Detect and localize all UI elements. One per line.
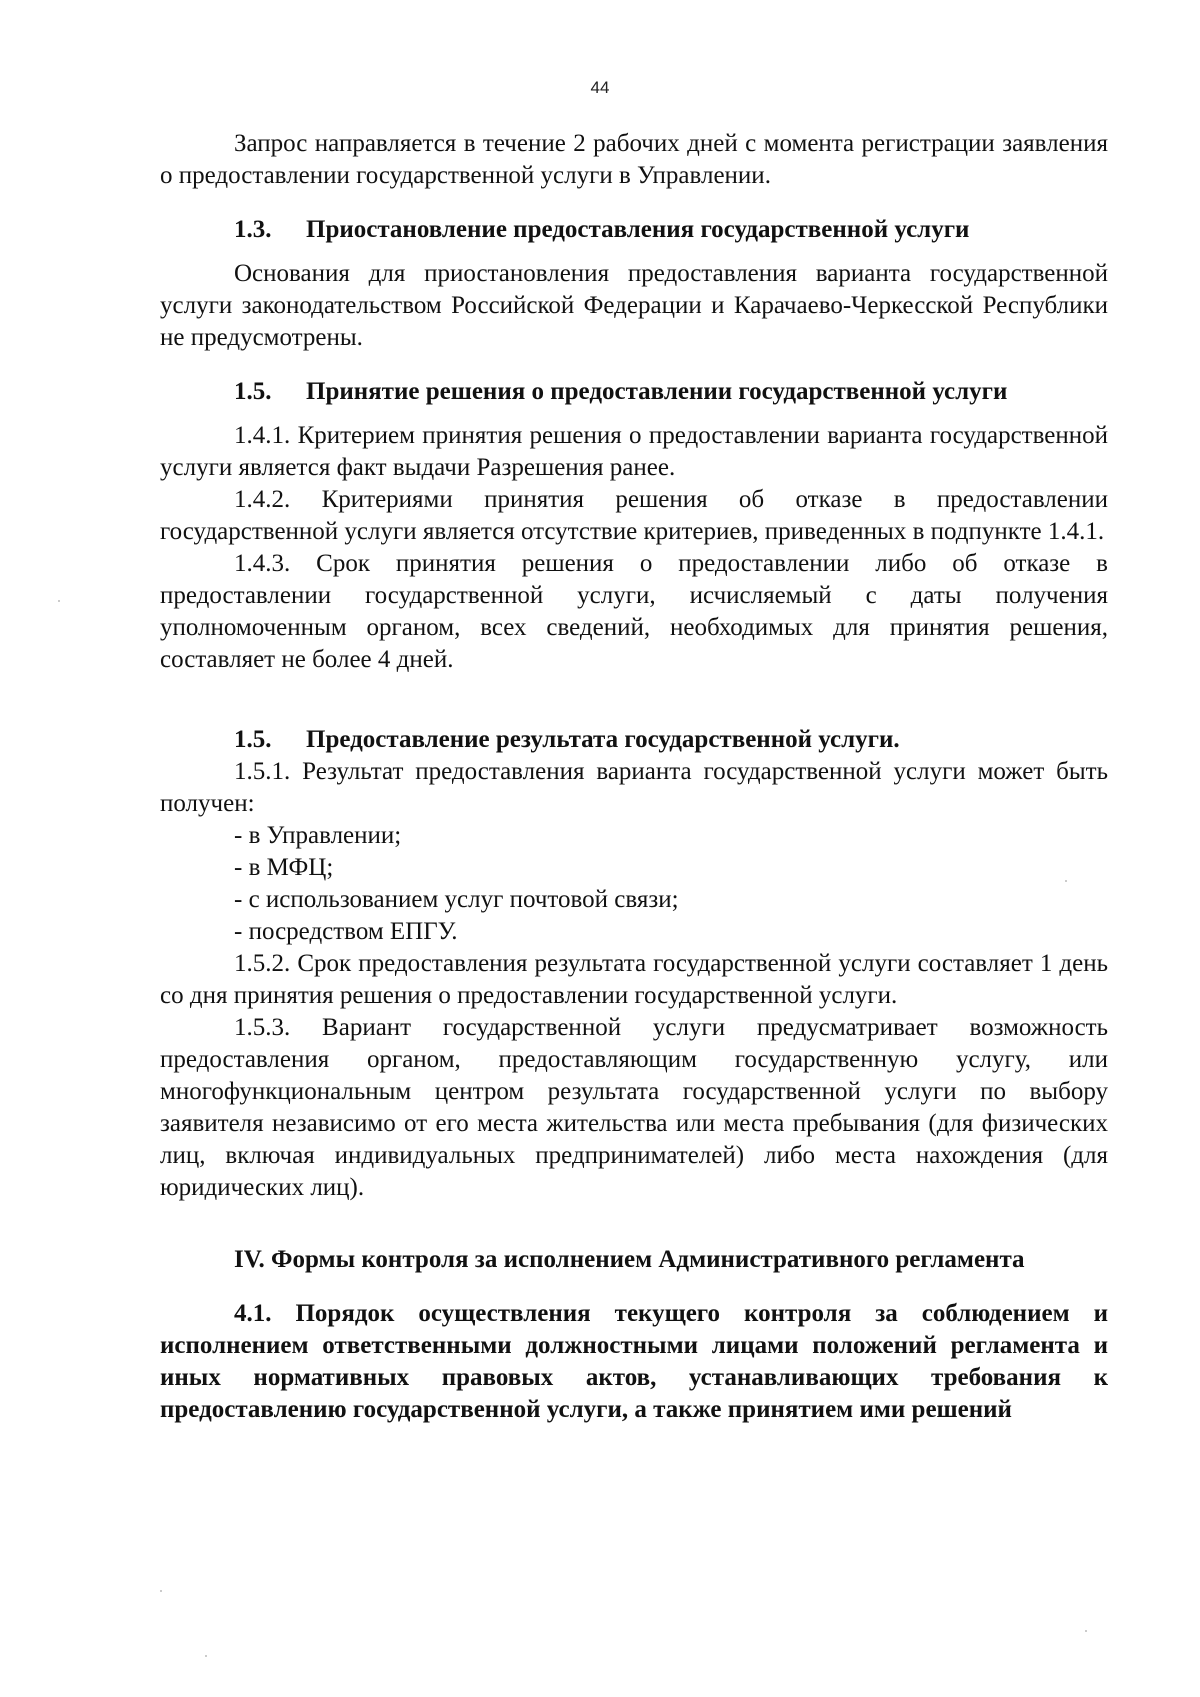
heading-1-3 xyxy=(160,214,1108,246)
heading-section-4: IV. Формы контроля за исполнением Административного регламента xyxy=(234,1246,1025,1273)
scan-speck xyxy=(58,600,60,602)
heading-4-1: 4.1. Порядок осуществления текущего контроля за соблюдением и исполнением ответственными должностными лицами положений регламента и иных нормативных правовых актов, устанавливающих требования к предоставлению государственной услуги, а также принятием ими решений xyxy=(160,1300,1108,1423)
paragraph-1-5-2: 1.5.2. Срок предоставления результата государственной услуги составляет 1 день со дня принятия решения о предоставлении государственной услуги. xyxy=(160,950,1108,1009)
paragraph-1-4-3: 1.4.3. Срок принятия решения о предоставлении либо об отказе в предоставлении государственной услуги, исчисляемый с даты получения уполномоченным органом, всех сведений, необходимых для принятия решения, составляет не более 4 дней. xyxy=(160,550,1108,673)
heading-1-5-result-title: Предоставление результата государственной услуги. xyxy=(306,726,900,753)
page-number: 44 xyxy=(590,78,610,97)
scan-speck xyxy=(205,1655,207,1657)
paragraph-1-5-3: 1.5.3. Вариант государственной услуги предусматривает возможность предоставления органом, предоставляющим государственную услугу, или многофункциональным центром результата государственной услуги по выбору заявителя независимо от его места жительства или места пребывания (для физических лиц, включая индивидуальных предпринимателей) либо места нахождения (для юридических лиц). xyxy=(160,1014,1108,1201)
paragraph-1-4-2: 1.4.2. Критериями принятия решения об отказе в предоставлении государственной услуги является отсутствие критериев, приведенных в подпункте 1.4.1. xyxy=(160,486,1108,545)
heading-1-5-result-number: 1.5. xyxy=(234,726,272,753)
heading-1-3-title: Приостановление предоставления государственной услуги xyxy=(306,216,970,243)
heading-1-5-decision-number: 1.5. xyxy=(234,378,272,405)
heading-1-3-number: 1.3. xyxy=(234,216,272,243)
list-item: - посредством ЕПГУ. xyxy=(234,918,458,945)
paragraph-1-5-1: 1.5.1. Результат предоставления варианта государственной услуги может быть получен: xyxy=(160,758,1108,817)
list-item: - с использованием услуг почтовой связи; xyxy=(234,886,679,913)
scan-speck xyxy=(1065,880,1067,882)
heading-1-5-result xyxy=(160,724,1108,756)
paragraph-1-4-1: 1.4.1. Критерием принятия решения о предоставлении варианта государственной услуги является факт выдачи Разрешения ранее. xyxy=(160,422,1108,481)
heading-1-5-decision-title: Принятие решения о предоставлении государственной услуги xyxy=(306,378,1008,405)
scan-speck xyxy=(1085,1630,1087,1632)
list-item: - в Управлении; xyxy=(234,822,402,849)
document-body xyxy=(160,128,1108,1426)
scan-speck xyxy=(160,1590,162,1592)
list-item: - в МФЦ; xyxy=(234,854,334,881)
paragraph-intro: Запрос направляется в течение 2 рабочих дней с момента регистрации заявления о предоставлении государственной услуги в Управлении. xyxy=(160,130,1108,189)
heading-1-5-decision xyxy=(160,376,1108,408)
paragraph-1-3: Основания для приостановления предоставления варианта государственной услуги законодательством Российской Федерации и Карачаево-Черкесской Республики не предусмотрены. xyxy=(160,260,1108,351)
